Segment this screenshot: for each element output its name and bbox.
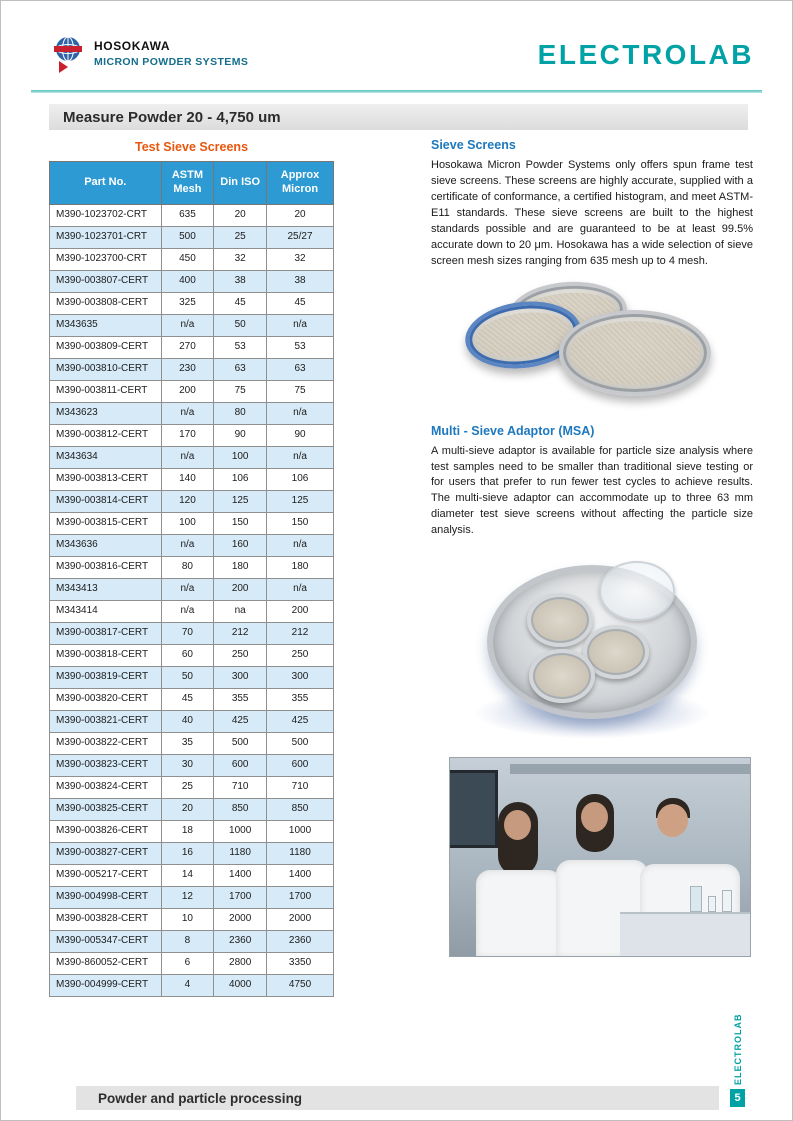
value-cell: 10 — [161, 908, 214, 930]
part-no-cell: M390-003810-CERT — [50, 358, 162, 380]
value-cell: 16 — [161, 842, 214, 864]
value-cell: 140 — [161, 468, 214, 490]
hosokawa-brand — [51, 35, 248, 75]
table-row — [50, 578, 334, 600]
footer-tagline-bar — [76, 1086, 719, 1110]
part-no-cell: M390-003809-CERT — [50, 336, 162, 358]
value-cell: 850 — [214, 798, 267, 820]
msa-body: A multi-sieve adaptor is available for particle size analysis where test samples need to be smaller than traditional sieve testing or for users that prefer to run fewer test cycles to achieve results. The multi-sieve adaptor can accommodate up to three 63 mm diameter test sieve screens without affecting the particle size analysis. — [431, 444, 753, 537]
photo-bench — [620, 912, 750, 956]
value-cell: 53 — [214, 336, 267, 358]
part-no-cell: M343623 — [50, 402, 162, 424]
value-cell: 8 — [161, 930, 214, 952]
value-cell: 180 — [214, 556, 267, 578]
value-cell: 160 — [214, 534, 267, 556]
value-cell: 35 — [161, 732, 214, 754]
value-cell: 1700 — [214, 886, 267, 908]
value-cell: 40 — [161, 710, 214, 732]
sieve-screens-heading: Sieve Screens — [431, 138, 516, 152]
table-row — [50, 732, 334, 754]
part-no-cell: M390-003825-CERT — [50, 798, 162, 820]
column-header-approx-micron: Approx Micron — [267, 162, 334, 205]
table-row — [50, 490, 334, 512]
value-cell: 75 — [267, 380, 334, 402]
table-row — [50, 930, 334, 952]
value-cell: na — [214, 600, 267, 622]
page-number-badge: 5 — [730, 1089, 745, 1107]
photo-bottle — [708, 896, 716, 912]
value-cell: 400 — [161, 270, 214, 292]
sieve-screens-body: Hosokawa Micron Powder Systems only offers spun frame test sieve screens. These screens are highly accurate, supplied with a certificate of conformance, a certified histogram, and meet ASTM-E11 standards. These sieve screens are built to the highest standards possible and are guaranteed to be at least 99.5% accurate down to 20 μm. Hosokawa has a wide selection of sieve screen mesh sizes ranging from 635 mesh up to 4 mesh. — [431, 159, 753, 267]
table-title: Test Sieve Screens — [134, 140, 249, 154]
value-cell: 6 — [161, 952, 214, 974]
table-row — [50, 556, 334, 578]
value-cell: 20 — [267, 204, 334, 226]
value-cell: 18 — [161, 820, 214, 842]
table-row — [50, 820, 334, 842]
value-cell: n/a — [161, 314, 214, 336]
part-no-cell: M390-003808-CERT — [50, 292, 162, 314]
part-no-cell: M390-003827-CERT — [50, 842, 162, 864]
sieve-screen-table — [49, 161, 334, 997]
part-no-cell: M390-003823-CERT — [50, 754, 162, 776]
value-cell: 170 — [161, 424, 214, 446]
value-cell: 425 — [267, 710, 334, 732]
value-cell: 20 — [161, 798, 214, 820]
value-cell: 2000 — [267, 908, 334, 930]
value-cell: 2000 — [214, 908, 267, 930]
part-no-cell: M390-003828-CERT — [50, 908, 162, 930]
part-no-cell: M390-1023700-CRT — [50, 248, 162, 270]
part-no-cell: M390-003818-CERT — [50, 644, 162, 666]
photo-person — [657, 804, 688, 837]
value-cell: 38 — [214, 270, 267, 292]
value-cell: 500 — [214, 732, 267, 754]
sieve-pan-right — [559, 310, 711, 396]
part-no-cell: M390-005217-CERT — [50, 864, 162, 886]
value-cell: 63 — [267, 358, 334, 380]
table-row — [50, 842, 334, 864]
part-no-cell: M343634 — [50, 446, 162, 468]
table-row — [50, 314, 334, 336]
photo-shelf — [510, 764, 750, 774]
value-cell: 230 — [161, 358, 214, 380]
table-row — [50, 666, 334, 688]
table-column — [49, 140, 334, 997]
part-no-cell: M390-003826-CERT — [50, 820, 162, 842]
part-no-cell: M343636 — [50, 534, 162, 556]
part-no-cell: M390-003812-CERT — [50, 424, 162, 446]
table-row — [50, 688, 334, 710]
value-cell: 75 — [214, 380, 267, 402]
value-cell: 38 — [267, 270, 334, 292]
table-row — [50, 908, 334, 930]
part-no-cell: M390-004998-CERT — [50, 886, 162, 908]
value-cell: 125 — [267, 490, 334, 512]
table-row — [50, 512, 334, 534]
sieve-table-body — [50, 204, 334, 996]
page-title: Measure Powder 20 - 4,750 um — [63, 108, 281, 126]
value-cell: n/a — [161, 446, 214, 468]
value-cell: 850 — [267, 798, 334, 820]
value-cell: n/a — [267, 534, 334, 556]
value-cell: 1400 — [214, 864, 267, 886]
header-divider — [31, 90, 762, 93]
value-cell: n/a — [267, 446, 334, 468]
value-cell: 90 — [214, 424, 267, 446]
part-no-cell: M390-005347-CERT — [50, 930, 162, 952]
value-cell: 45 — [214, 292, 267, 314]
msa-glass-lid — [599, 561, 675, 621]
value-cell: 4000 — [214, 974, 267, 996]
footer-tagline: Powder and particle processing — [98, 1090, 303, 1106]
value-cell: 710 — [267, 776, 334, 798]
value-cell: 600 — [214, 754, 267, 776]
value-cell: 50 — [214, 314, 267, 336]
value-cell: 250 — [267, 644, 334, 666]
table-row — [50, 270, 334, 292]
part-no-cell: M390-003814-CERT — [50, 490, 162, 512]
value-cell: 1180 — [214, 842, 267, 864]
side-electrolab-wordmark: ELECTROLAB — [733, 1013, 743, 1085]
table-row — [50, 292, 334, 314]
msa-heading: Multi - Sieve Adaptor (MSA) — [431, 423, 595, 438]
table-row — [50, 600, 334, 622]
value-cell: 1000 — [267, 820, 334, 842]
value-cell: 25 — [214, 226, 267, 248]
part-no-cell: M390-003820-CERT — [50, 688, 162, 710]
value-cell: 20 — [214, 204, 267, 226]
part-no-cell: M343414 — [50, 600, 162, 622]
table-header-row — [50, 162, 334, 205]
value-cell: 710 — [214, 776, 267, 798]
value-cell: 106 — [214, 468, 267, 490]
column-header-din-iso: Din ISO — [214, 162, 267, 205]
value-cell: 425 — [214, 710, 267, 732]
value-cell: 63 — [214, 358, 267, 380]
value-cell: 300 — [267, 666, 334, 688]
column-header-astm-mesh: ASTM Mesh — [161, 162, 214, 205]
part-no-cell: M390-004999-CERT — [50, 974, 162, 996]
hosokawa-globe-icon — [51, 35, 85, 75]
brand-name: HOSOKAWA — [94, 39, 171, 53]
part-no-cell: M390-003822-CERT — [50, 732, 162, 754]
value-cell: 150 — [267, 512, 334, 534]
lab-photo — [449, 757, 751, 957]
value-cell: n/a — [267, 578, 334, 600]
value-cell: 250 — [214, 644, 267, 666]
value-cell: 200 — [214, 578, 267, 600]
value-cell: 32 — [214, 248, 267, 270]
value-cell: 450 — [161, 248, 214, 270]
value-cell: n/a — [267, 314, 334, 336]
table-row — [50, 534, 334, 556]
value-cell: 2360 — [214, 930, 267, 952]
table-row — [50, 358, 334, 380]
value-cell: 355 — [214, 688, 267, 710]
value-cell: 25/27 — [267, 226, 334, 248]
part-no-cell: M390-003811-CERT — [50, 380, 162, 402]
value-cell: 212 — [214, 622, 267, 644]
value-cell: 70 — [161, 622, 214, 644]
value-cell: 212 — [267, 622, 334, 644]
page-header — [41, 31, 754, 85]
value-cell: 80 — [161, 556, 214, 578]
photo-bottle — [722, 890, 732, 912]
value-cell: 500 — [267, 732, 334, 754]
value-cell: 600 — [267, 754, 334, 776]
value-cell: 200 — [267, 600, 334, 622]
value-cell: 3350 — [267, 952, 334, 974]
table-row — [50, 226, 334, 248]
part-no-cell: M390-003824-CERT — [50, 776, 162, 798]
column-header-part-no: Part No. — [50, 162, 162, 205]
photo-monitor — [449, 770, 498, 848]
value-cell: 325 — [161, 292, 214, 314]
photo-bottle — [690, 886, 702, 912]
value-cell: 30 — [161, 754, 214, 776]
brand-text — [94, 35, 248, 68]
part-no-cell: M390-1023701-CRT — [50, 226, 162, 248]
value-cell: 180 — [267, 556, 334, 578]
value-cell: 1400 — [267, 864, 334, 886]
part-no-cell: M390-003807-CERT — [50, 270, 162, 292]
part-no-cell: M343635 — [50, 314, 162, 336]
table-row — [50, 644, 334, 666]
value-cell: 200 — [161, 380, 214, 402]
table-row — [50, 952, 334, 974]
part-no-cell: M390-003816-CERT — [50, 556, 162, 578]
value-cell: 4750 — [267, 974, 334, 996]
table-row — [50, 886, 334, 908]
table-row — [50, 248, 334, 270]
value-cell: 2360 — [267, 930, 334, 952]
value-cell: 100 — [214, 446, 267, 468]
part-no-cell: M390-860052-CERT — [50, 952, 162, 974]
part-no-cell: M390-003813-CERT — [50, 468, 162, 490]
value-cell: 80 — [214, 402, 267, 424]
part-no-cell: M390-003817-CERT — [50, 622, 162, 644]
value-cell: 25 — [161, 776, 214, 798]
value-cell: 45 — [267, 292, 334, 314]
value-cell: n/a — [161, 402, 214, 424]
table-row — [50, 380, 334, 402]
photo-person — [504, 810, 531, 840]
value-cell: 14 — [161, 864, 214, 886]
value-cell: 635 — [161, 204, 214, 226]
part-no-cell: M390-1023702-CRT — [50, 204, 162, 226]
part-no-cell: M390-003819-CERT — [50, 666, 162, 688]
part-no-cell: M390-003821-CERT — [50, 710, 162, 732]
table-row — [50, 204, 334, 226]
table-row — [50, 974, 334, 996]
value-cell: 60 — [161, 644, 214, 666]
value-cell: 32 — [267, 248, 334, 270]
table-row — [50, 798, 334, 820]
value-cell: 300 — [214, 666, 267, 688]
msa-small-sieve — [529, 649, 595, 703]
table-row — [50, 446, 334, 468]
content-column — [431, 138, 753, 957]
value-cell: 100 — [161, 512, 214, 534]
msa-small-sieve — [527, 593, 593, 647]
value-cell: 120 — [161, 490, 214, 512]
value-cell: 500 — [161, 226, 214, 248]
value-cell: 1000 — [214, 820, 267, 842]
value-cell: 150 — [214, 512, 267, 534]
table-row — [50, 424, 334, 446]
brand-subtitle: MICRON POWDER SYSTEMS — [94, 56, 249, 68]
value-cell: 12 — [161, 886, 214, 908]
value-cell: 270 — [161, 336, 214, 358]
value-cell: n/a — [161, 578, 214, 600]
table-row — [50, 754, 334, 776]
photo-lab-coat — [476, 870, 562, 957]
value-cell: 53 — [267, 336, 334, 358]
msa-tray-image — [431, 549, 753, 747]
value-cell: 45 — [161, 688, 214, 710]
sieve-pans-image — [431, 280, 753, 408]
table-row — [50, 864, 334, 886]
table-row — [50, 468, 334, 490]
table-row — [50, 776, 334, 798]
table-row — [50, 622, 334, 644]
page-title-bar — [49, 104, 748, 130]
part-no-cell: M390-003815-CERT — [50, 512, 162, 534]
value-cell: 1180 — [267, 842, 334, 864]
electrolab-wordmark: ELECTROLAB — [537, 39, 754, 70]
value-cell: 4 — [161, 974, 214, 996]
table-row — [50, 402, 334, 424]
value-cell: 90 — [267, 424, 334, 446]
value-cell: n/a — [161, 600, 214, 622]
part-no-cell: M343413 — [50, 578, 162, 600]
value-cell: n/a — [267, 402, 334, 424]
value-cell: 355 — [267, 688, 334, 710]
value-cell: n/a — [161, 534, 214, 556]
value-cell: 1700 — [267, 886, 334, 908]
table-row — [50, 336, 334, 358]
value-cell: 2800 — [214, 952, 267, 974]
value-cell: 50 — [161, 666, 214, 688]
value-cell: 125 — [214, 490, 267, 512]
table-row — [50, 710, 334, 732]
sieve-table-head — [50, 162, 334, 205]
photo-person — [581, 802, 608, 832]
value-cell: 106 — [267, 468, 334, 490]
